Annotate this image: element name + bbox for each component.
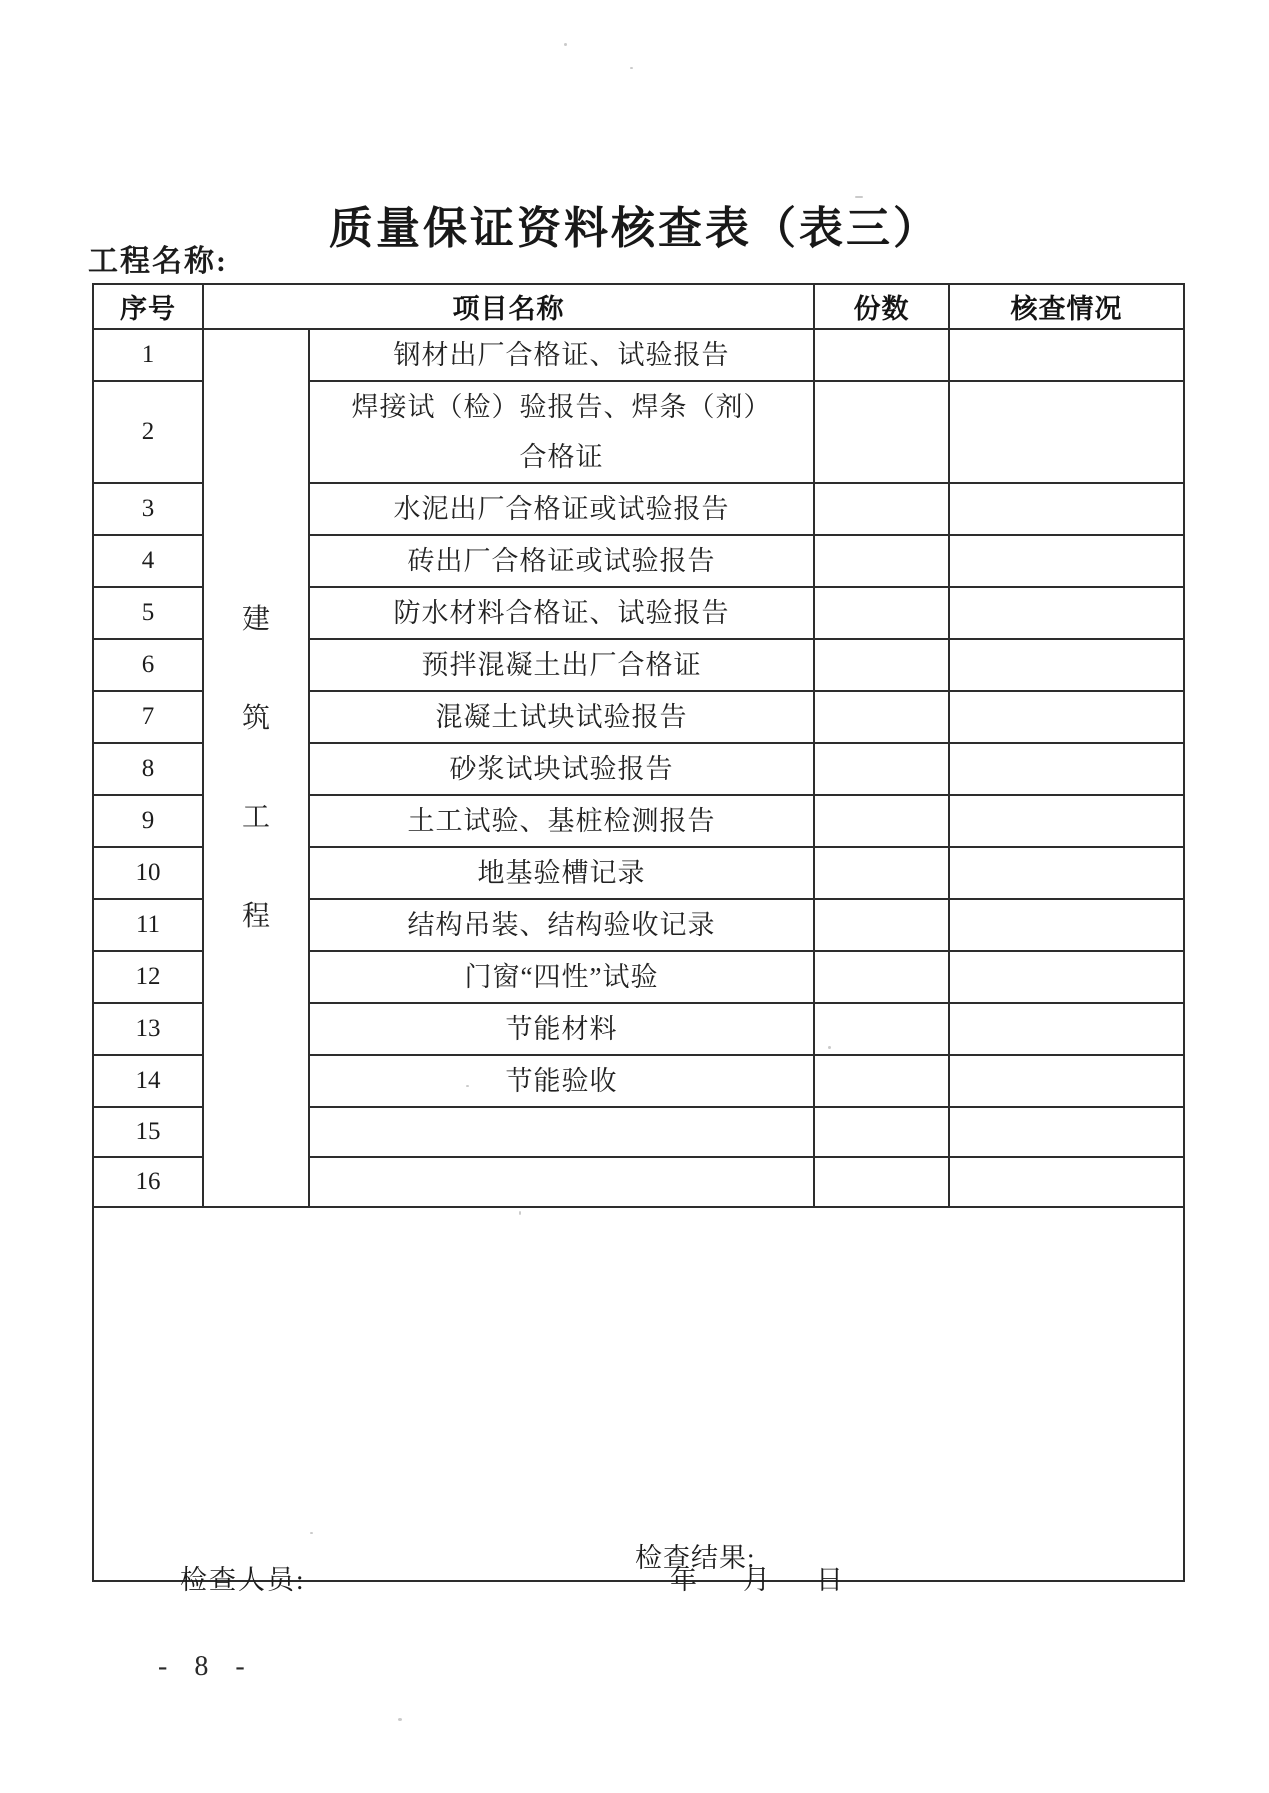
qa-checklist-table: [92, 283, 1185, 1582]
row-index: 10: [93, 847, 203, 899]
review-status-cell: [949, 1157, 1184, 1207]
table-header: [93, 284, 1184, 329]
copies-cell: [814, 691, 949, 743]
review-status-cell: [949, 587, 1184, 639]
copies-cell: [814, 483, 949, 535]
item-name-cell: [309, 329, 814, 381]
item-name-cell: [309, 587, 814, 639]
scan-speckle: [519, 1211, 521, 1215]
row-index: 5: [93, 587, 203, 639]
item-name-text: 防水材料合格证、试验报告: [393, 598, 730, 628]
review-status-cell: [949, 535, 1184, 587]
copies-cell: [814, 795, 949, 847]
review-status-cell: [949, 951, 1184, 1003]
review-status-cell: [949, 795, 1184, 847]
date-day-label: 日: [816, 1565, 843, 1595]
copies-cell: [814, 899, 949, 951]
inspector-label: 检查人员:: [180, 1565, 306, 1595]
item-name-cell: [309, 795, 814, 847]
scan-speckle: [564, 43, 567, 46]
col-header-copies: 份数: [814, 284, 949, 329]
date-month-label: 月: [743, 1565, 770, 1595]
category-cell-building-engineering: [203, 329, 309, 1207]
table-body: [93, 329, 1184, 1207]
row-index: 15: [93, 1107, 203, 1157]
item-name-cell: [309, 691, 814, 743]
item-name-text: 预拌混凝土出厂合格证: [421, 650, 702, 680]
item-name-cell: [309, 899, 814, 951]
row-index: 6: [93, 639, 203, 691]
table-row: [93, 329, 1184, 381]
item-name-text: 结构吊装、结构验收记录: [407, 910, 716, 940]
item-name-text: 钢材出厂合格证、试验报告: [393, 340, 730, 370]
item-name-text: 节能材料: [505, 1014, 618, 1044]
item-name-text: 合格证: [519, 442, 604, 472]
item-name-cell: [309, 1055, 814, 1107]
category-char: 筑: [241, 702, 270, 734]
review-status-cell: [949, 329, 1184, 381]
item-name-cell: [309, 535, 814, 587]
copies-cell: [814, 1055, 949, 1107]
row-index: 3: [93, 483, 203, 535]
col-header-review-status: 核查情况: [949, 284, 1184, 329]
item-name-text: 水泥出厂合格证或试验报告: [393, 494, 730, 524]
copies-cell: [814, 535, 949, 587]
date-line: [670, 1558, 843, 1597]
category-vertical-text: [204, 603, 308, 932]
item-name-text: 节能验收: [505, 1066, 618, 1096]
copies-cell: [814, 329, 949, 381]
inspection-result-label: 检查结果:: [635, 1543, 756, 1573]
copies-cell: [814, 381, 949, 483]
copies-cell: [814, 1107, 949, 1157]
date-year-label: 年: [670, 1565, 697, 1595]
category-char: 程: [241, 900, 270, 932]
row-index: 12: [93, 951, 203, 1003]
item-name-cell: [309, 483, 814, 535]
item-name-text: 地基验槽记录: [477, 858, 646, 888]
summary-row: [93, 1207, 1184, 1581]
review-status-cell: [949, 483, 1184, 535]
item-name-cell: [309, 639, 814, 691]
item-name-cell: [309, 381, 814, 483]
item-name-cell: [309, 1107, 814, 1157]
col-header-item-name: 项目名称: [203, 284, 814, 329]
copies-cell: [814, 951, 949, 1003]
item-name-cell: [309, 951, 814, 1003]
scan-speckle: [310, 1532, 313, 1534]
item-name-cell: [309, 1157, 814, 1207]
row-index: 7: [93, 691, 203, 743]
copies-cell: [814, 587, 949, 639]
page-title: 质量保证资料核查表（表三）: [329, 204, 940, 254]
scan-speckle: [398, 1718, 402, 1721]
table-summary-section: [93, 1207, 1184, 1581]
review-status-cell: [949, 639, 1184, 691]
item-name-text: 砖出厂合格证或试验报告: [407, 546, 716, 576]
item-name-cell: [309, 743, 814, 795]
row-index: 16: [93, 1157, 203, 1207]
row-index: 9: [93, 795, 203, 847]
header-row: [93, 284, 1184, 329]
item-name-text: 砂浆试块试验报告: [449, 754, 674, 784]
row-index: 8: [93, 743, 203, 795]
copies-cell: [814, 639, 949, 691]
review-status-cell: [949, 847, 1184, 899]
page-number: - 8 -: [158, 1651, 255, 1682]
item-name-text: 混凝土试块试验报告: [435, 702, 688, 732]
review-status-cell: [949, 899, 1184, 951]
review-status-cell: [949, 1107, 1184, 1157]
scan-speckle: [828, 1046, 831, 1049]
item-name-cell: [309, 1003, 814, 1055]
review-status-cell: [949, 691, 1184, 743]
item-name-text: 土工试验、基桩检测报告: [407, 806, 716, 836]
row-index: 13: [93, 1003, 203, 1055]
copies-cell: [814, 847, 949, 899]
row-index: 11: [93, 899, 203, 951]
row-index: 1: [93, 329, 203, 381]
review-status-cell: [949, 1055, 1184, 1107]
row-index: 14: [93, 1055, 203, 1107]
scan-speckle: [630, 67, 633, 69]
copies-cell: [814, 1003, 949, 1055]
category-char: 工: [241, 801, 270, 833]
row-index: 2: [93, 381, 203, 483]
scan-speckle: [855, 196, 863, 198]
row-index: 4: [93, 535, 203, 587]
col-header-index: 序号: [93, 284, 203, 329]
item-name-text: 门窗“四性”试验: [464, 962, 659, 992]
review-status-cell: [949, 381, 1184, 483]
summary-cell: [93, 1207, 1184, 1581]
project-name-label: 工程名称:: [88, 245, 228, 278]
review-status-cell: [949, 1003, 1184, 1055]
copies-cell: [814, 743, 949, 795]
scan-speckle: [466, 1085, 469, 1087]
copies-cell: [814, 1157, 949, 1207]
review-status-cell: [949, 743, 1184, 795]
item-name-text: 焊接试（检）验报告、焊条（剂）: [351, 392, 772, 422]
category-char: 建: [241, 603, 270, 635]
item-name-cell: [309, 847, 814, 899]
